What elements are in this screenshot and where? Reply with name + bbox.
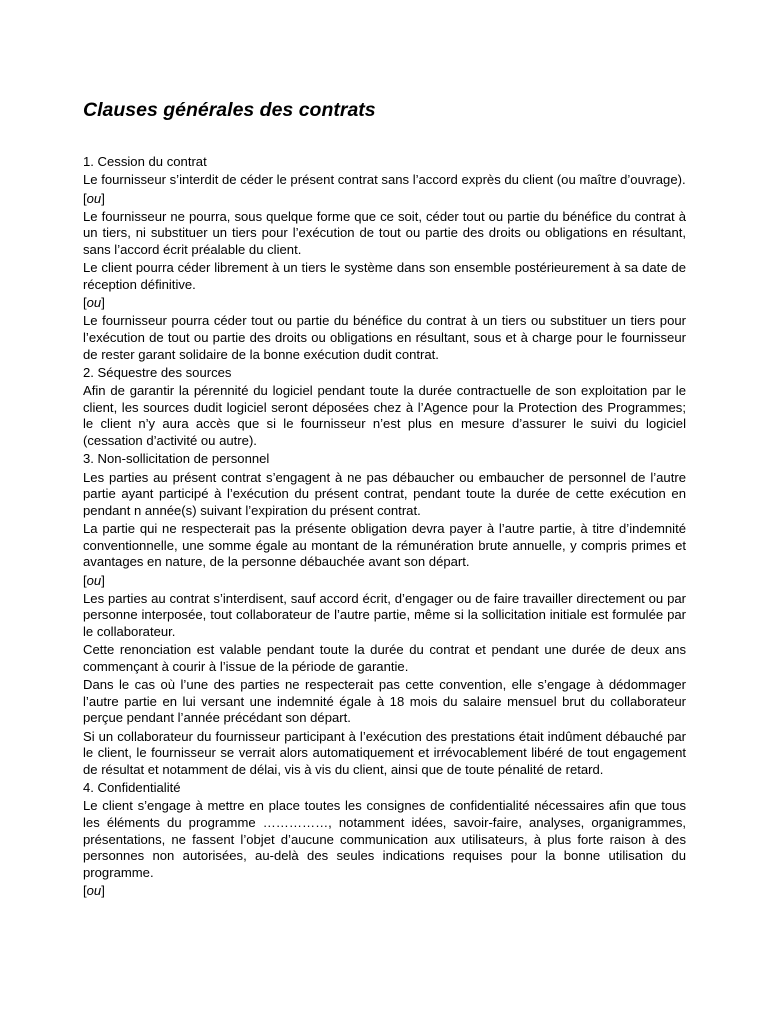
section-heading: 1. Cession du contrat <box>83 154 207 169</box>
alternative-marker: [ou] <box>83 883 105 898</box>
clause-paragraph: Le fournisseur ne pourra, sous quelque forme que ce soit, céder tout ou partie du bénéfice du contrat à un tiers, ni substituer un tiers pour l’exécution de tout ou partie des droits ou obligations en résultant, sans l’accord écrit préalable du client. <box>83 208 686 258</box>
alternative-marker-text: ou <box>86 572 102 588</box>
clause-paragraph: Le client pourra céder librement à un tiers le système dans son ensemble postérieurement à sa date de réception définitive. <box>83 260 686 292</box>
section-heading: 2. Séquestre des sources <box>83 364 232 380</box>
clause-paragraph: Le fournisseur s’interdit de céder le présent contrat sans l’accord exprès du client (ou maître d’ouvrage). <box>83 172 686 188</box>
clause-paragraph: Dans le cas où l’une des parties ne respecterait pas cette convention, elle s’engage à dédommager l’autre partie en lui versant une indemnité égale à 18 mois du salaire mensuel brut du collaborateur perçue pendant l’année précédant son départ. <box>83 677 686 726</box>
clause-paragraph: Les parties au contrat s’interdisent, sauf accord écrit, d’engager ou de faire travailler directement ou par personne interposée, tout collaborateur de l’autre partie, même si la sollicitation initiale est formulée par le collaborateur. <box>83 590 686 639</box>
clause-paragraph: Les parties au présent contrat s’engagent à ne pas débaucher ou embaucher de personnel de l’autre partie ayant participé à l’exécution du présent contrat, pendant toute la durée de cette exécution en pendant n année(s) suivant l’expiration du présent contrat. <box>83 469 686 518</box>
alternative-marker: [ou] <box>83 572 105 588</box>
clause-paragraph: Le fournisseur pourra céder tout ou partie du bénéfice du contrat à un tiers ou substituer un tiers pour l’exécution de tout ou partie des droits ou obligations en résultant, sous et à charge pour le fournisseur de rester garant solidaire de la bonne exécution dudit contrat. <box>83 313 686 362</box>
document-page <box>83 96 686 901</box>
alternative-marker-text: ou <box>86 295 102 311</box>
alternative-marker: [ou] <box>83 295 105 311</box>
clause-paragraph: Le client s’engage à mettre en place toutes les consignes de confidentialité nécessaires afin que tous les éléments du programme ……………, notamment idées, savoir-faire, analyses, organigrammes, présentations, ne fassent l’objet d’aucune communication aux utilisateurs, à plus forte raison à des personnes non autorisées, au-delà des seules indications requises pour la bonne utilisation du programme. <box>83 798 686 880</box>
alternative-marker-text: ou <box>86 190 102 206</box>
alternative-marker-text: ou <box>86 883 102 898</box>
clause-paragraph: La partie qui ne respecterait pas la présente obligation devra payer à l’autre partie, à titre d’indemnité conventionnelle, une somme égale au montant de la rémunération brute annuelle, y compris primes et avantages en nature, de la personne débauchée avant son départ. <box>83 521 686 570</box>
document-title: Clauses générales des contrats <box>83 99 376 121</box>
alternative-marker: [ou] <box>83 190 105 206</box>
section-heading: 4. Confidentialité <box>83 780 181 796</box>
clause-paragraph: Si un collaborateur du fournisseur participant à l’exécution des prestations était indûment débauché par le client, le fournisseur se verrait alors automatiquement et irrévocablement libéré de tout engagement de résultat et notamment de délai, vis à vis du client, ainsi que de toute pénalité de retard. <box>83 728 686 777</box>
clause-paragraph: Cette renonciation est valable pendant toute la durée du contrat et pendant une durée de deux ans commençant à courir à l’issue de la période de garantie. <box>83 642 686 674</box>
document-body <box>83 154 686 900</box>
section-heading: 3. Non-sollicitation de personnel <box>83 451 270 467</box>
clause-paragraph: Afin de garantir la pérennité du logiciel pendant toute la durée contractuelle de son exploitation par le client, les sources dudit logiciel seront déposées chez à l’Agence pour la Protection des Programmes; le client n’y aura accès que si le fournisseur n’est plus en mesure d’assurer le suivi du logiciel (cessation d’activité ou autre). <box>83 383 686 448</box>
